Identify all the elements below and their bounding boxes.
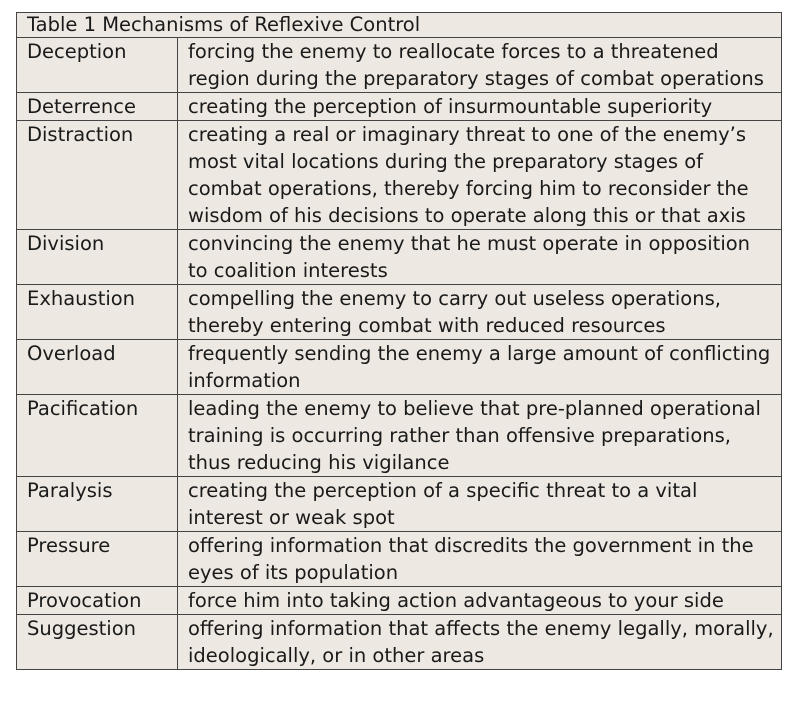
row-description: leading the enemy to believe that pre-planned operational training is occurring rather than offensive preparations, thus reducing his vigilance <box>178 395 782 477</box>
table-row <box>17 395 782 477</box>
row-description: frequently sending the enemy a large amount of conflicting information <box>178 340 782 395</box>
row-description: creating a real or imaginary threat to one of the enemy’s most vital locations during the preparatory stages of combat operations, thereby forcing him to reconsider the wisdom of his decisions to operate along this or that axis <box>178 121 782 230</box>
row-description: convincing the enemy that he must operate in opposition to coalition interests <box>178 230 782 285</box>
row-description: creating the perception of insurmountable superiority <box>178 93 782 121</box>
row-term: Division <box>17 230 178 285</box>
table-row <box>17 121 782 230</box>
row-term: Provocation <box>17 587 178 615</box>
row-description: creating the perception of a specific threat to a vital interest or weak spot <box>178 477 782 532</box>
table-row <box>17 230 782 285</box>
row-term: Suggestion <box>17 615 178 670</box>
row-term: Exhaustion <box>17 285 178 340</box>
table-row <box>17 532 782 587</box>
table-row <box>17 38 782 93</box>
row-term: Paralysis <box>17 477 178 532</box>
row-description: force him into taking action advantageous to your side <box>178 587 782 615</box>
row-term: Pressure <box>17 532 178 587</box>
row-term: Deterrence <box>17 93 178 121</box>
caption-row <box>17 13 782 38</box>
table-row <box>17 615 782 670</box>
mechanisms-table <box>16 12 782 670</box>
table-caption: Table 1 Mechanisms of Reflexive Control <box>17 13 782 38</box>
row-description: offering information that affects the enemy legally, morally, ideologically, or in other areas <box>178 615 782 670</box>
row-description: forcing the enemy to reallocate forces to a threatened region during the preparatory stages of combat operations <box>178 38 782 93</box>
row-term: Overload <box>17 340 178 395</box>
table-row <box>17 340 782 395</box>
row-description: offering information that discredits the government in the eyes of its population <box>178 532 782 587</box>
row-term: Distraction <box>17 121 178 230</box>
row-term: Pacification <box>17 395 178 477</box>
table-row <box>17 285 782 340</box>
table-row <box>17 587 782 615</box>
table-row <box>17 477 782 532</box>
row-term: Deception <box>17 38 178 93</box>
row-description: compelling the enemy to carry out useless operations, thereby entering combat with reduced resources <box>178 285 782 340</box>
table-row <box>17 93 782 121</box>
